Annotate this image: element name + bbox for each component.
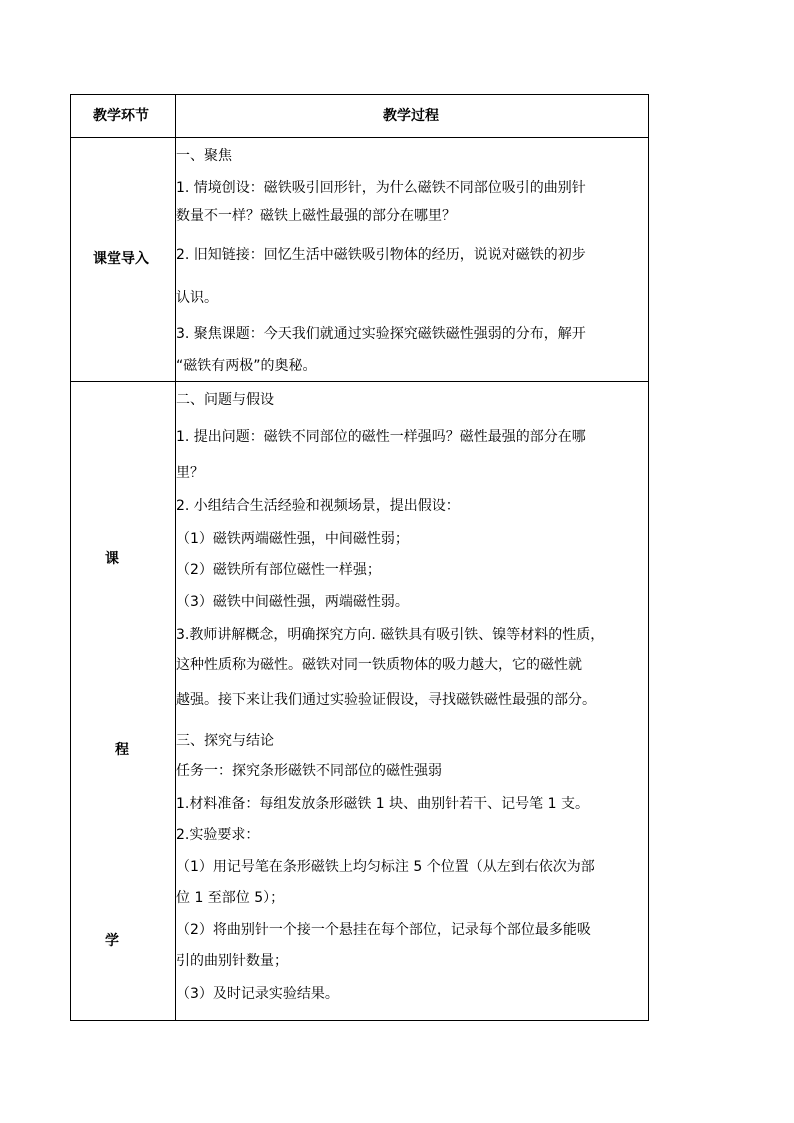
row-label-char: 学 xyxy=(105,933,119,949)
process-line: 1. 提出问题：磁铁不同部位的磁性一样强吗？磁性最强的部分在哪 xyxy=(176,429,586,445)
process-line: 二、问题与假设 xyxy=(176,392,274,408)
process-line: 2. 小组结合生活经验和视频场景，提出假设： xyxy=(176,498,460,514)
process-line: 引的曲别针数量； xyxy=(176,953,288,969)
process-line: 任务一：探究条形磁铁不同部位的磁性强弱 xyxy=(176,763,442,779)
intro-line: 1. 情境创设：磁铁吸引回形针，为什么磁铁不同部位吸引的曲别针 xyxy=(176,180,586,196)
intro-line: 认识。 xyxy=(176,290,218,306)
process-line: （3）磁铁中间磁性强，两端磁性弱。 xyxy=(176,594,409,610)
header-teaching-stage: 教学环节 xyxy=(93,108,149,124)
intro-line: 一、聚焦 xyxy=(176,148,232,164)
intro-line: 数量不一样？磁铁上磁性最强的部分在哪里？ xyxy=(176,208,456,224)
column-divider xyxy=(175,95,176,1020)
process-line: （2）磁铁所有部位磁性一样强； xyxy=(176,562,381,578)
header-divider xyxy=(71,137,648,138)
process-line: 2.实验要求： xyxy=(176,827,260,843)
process-line: 三、探究与结论 xyxy=(176,733,274,749)
process-line: 1.材料准备：每组发放条形磁铁 1 块、曲别针若干、记号笔 1 支。 xyxy=(176,796,589,812)
process-line: （3）及时记录实验结果。 xyxy=(176,986,339,1002)
process-line: （1）用记号笔在条形磁铁上均匀标注 5 个位置（从左到右依次为部 xyxy=(176,859,595,875)
intro-line: “磁铁有两极”的奥秘。 xyxy=(176,358,317,374)
process-line: （1）磁铁两端磁性强，中间磁性弱； xyxy=(176,531,409,547)
lesson-table xyxy=(70,94,649,1021)
process-line: 里？ xyxy=(176,465,204,481)
process-line: 这种性质称为磁性。磁铁对同一铁质物体的吸力越大，它的磁性就 xyxy=(176,657,582,673)
process-line: 越强。接下来让我们通过实验验证假设，寻找磁铁磁性最强的部分。 xyxy=(176,692,596,708)
row-divider xyxy=(71,381,648,382)
row-label-char: 程 xyxy=(115,742,129,758)
process-line: （2）将曲别针一个接一个悬挂在每个部位，记录每个部位最多能吸 xyxy=(176,922,591,938)
row-label-introduction: 课堂导入 xyxy=(93,251,149,267)
intro-line: 3. 聚焦课题：今天我们就通过实验探究磁铁磁性强弱的分布，解开 xyxy=(176,326,586,342)
intro-line: 2. 旧知链接：回忆生活中磁铁吸引物体的经历，说说对磁铁的初步 xyxy=(176,247,586,263)
process-line: 3.教师讲解概念，明确探究方向. 磁铁具有吸引铁、镍等材料的性质， xyxy=(176,627,605,643)
process-line: 位 1 至部位 5）； xyxy=(176,890,285,906)
header-teaching-process: 教学过程 xyxy=(383,108,439,124)
row-label-char: 课 xyxy=(105,551,119,567)
